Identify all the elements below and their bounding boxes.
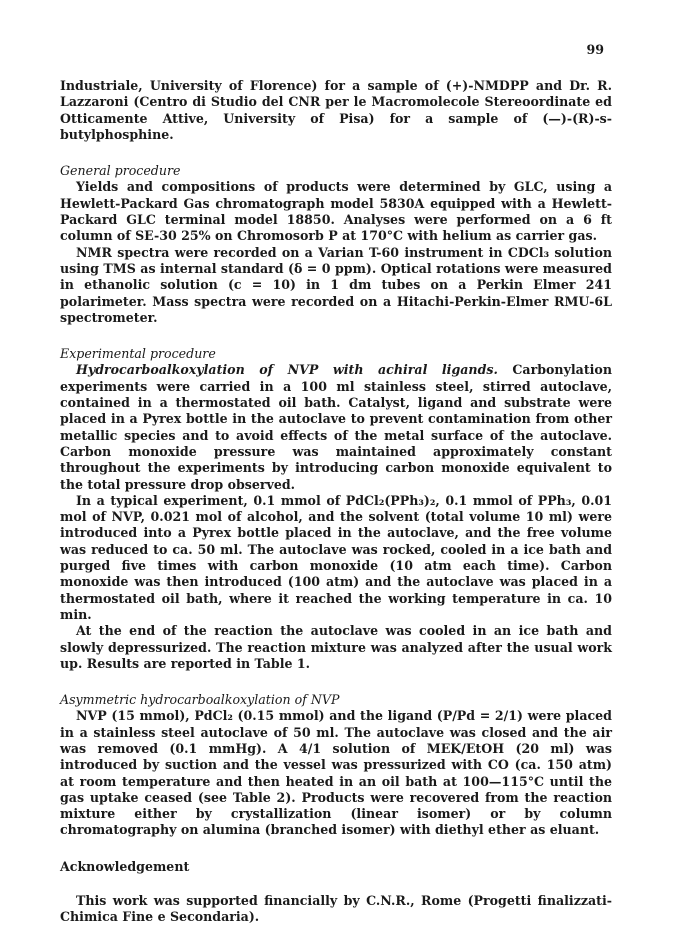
- experimental-procedure-paragraph-2: In a typical experiment, 0.1 mmol of PdCl₂(PPh₃)₂, 0.1 mmol of PPh₃, 0.01 mol of NVP, 0.021 mol of alcohol, and the solvent (total volume 10 ml) were introduced into a Pyrex bottle placed in the autoclave, and the free volume was reduced to ca. 50 ml. The autoclave was rocked, cooled in a ice bath and purged five times with carbon monoxide (10 atm each time). Carbon monoxide was then introduced (100 atm) and the autoclave was placed in a thermostated oil bath, where it reached the working temperature in ca. 10 min.: [60, 492, 612, 622]
- experimental-procedure-heading: Experimental procedure: [60, 346, 216, 362]
- asymmetric-heading: Asymmetric hydrocarboalkoxylation of NVP: [60, 692, 340, 708]
- page-number: 99: [586, 42, 604, 57]
- intro-paragraph: Industriale, University of Florence) for a sample of (+)-NMDPP and Dr. R. Lazzaroni (Centro di Studio del CNR per le Macromolecole Stereoordinate ed Otticamente Attive, University of Pisa) for a sample of (—)-(R)-s-butylphosphine.: [60, 78, 612, 142]
- general-procedure-heading: General procedure: [60, 163, 181, 179]
- section-general-procedure: [60, 163, 612, 326]
- general-procedure-paragraph-1: Yields and compositions of products were determined by GLC, using a Hewlett-Packard Gas chromatograph model 5830A equipped with a Hewlett-Packard GLC terminal model 18850. Analyses were performed on a 6 ft column of SE-30 25% on Chromosorb P at 170°C with helium as carrier gas.: [60, 179, 612, 244]
- asymmetric-paragraph: NVP (15 mmol), PdCl₂ (0.15 mmol) and the ligand (P/Pd = 2/1) were placed in a stainless steel autoclave of 50 ml. The autoclave was closed and the air was removed (0.1 mmHg). A 4/1 solution of MEK/EtOH (20 ml) was introduced by suction and the vessel was pressurized with CO (ca. 150 atm) at room temperature and then heated in an oil bath at 100—115°C until the gas uptake ceased (see Table 2). Products were recovered from the reaction mixture either by crystallization (linear isomer) or by column chromatography on alumina (branched isomer) with diethyl ether as eluant.: [60, 708, 612, 838]
- experimental-paragraph-1-text: Carbonylation experiments were carried in a 100 ml stainless steel, stirred autoclave, contained in a thermostated oil bath. Catalyst, ligand and substrate were placed in a Pyrex bottle in the autoclave to prevent contamination from other metallic species and to avoid effects of the metal surface of the autoclave. Carbon monoxide pressure was maintained approximately constant throughout the experiments by introducing carbon monoxide equivalent to the total pressure drop observed.: [60, 362, 612, 492]
- experimental-procedure-paragraph-1: [60, 362, 612, 492]
- section-experimental-procedure: [60, 346, 612, 672]
- page-body: [60, 78, 612, 926]
- section-acknowledgement: [60, 859, 612, 926]
- acknowledgement-paragraph: This work was supported financially by C.N.R., Rome (Progetti finalizzati-Chimica Fine e Secondaria).: [60, 893, 612, 925]
- experimental-subheading: Hydrocarboalkoxylation of NVP with achiral ligands.: [76, 362, 498, 378]
- section-asymmetric: [60, 692, 612, 839]
- acknowledgement-heading: Acknowledgement: [60, 858, 190, 874]
- general-procedure-paragraph-2: NMR spectra were recorded on a Varian T-60 instrument in CDCl₃ solution using TMS as internal standard (δ = 0 ppm). Optical rotations were measured in ethanolic solution (c = 10) in 1 dm tubes on a Perkin Elmer 241 polarimeter. Mass spectra were recorded on a Hitachi-Perkin-Elmer RMU-6L spectrometer.: [60, 244, 612, 325]
- experimental-procedure-paragraph-3: At the end of the reaction the autoclave was cooled in an ice bath and slowly depressurized. The reaction mixture was analyzed after the usual work up. Results are reported in Table 1.: [60, 623, 612, 671]
